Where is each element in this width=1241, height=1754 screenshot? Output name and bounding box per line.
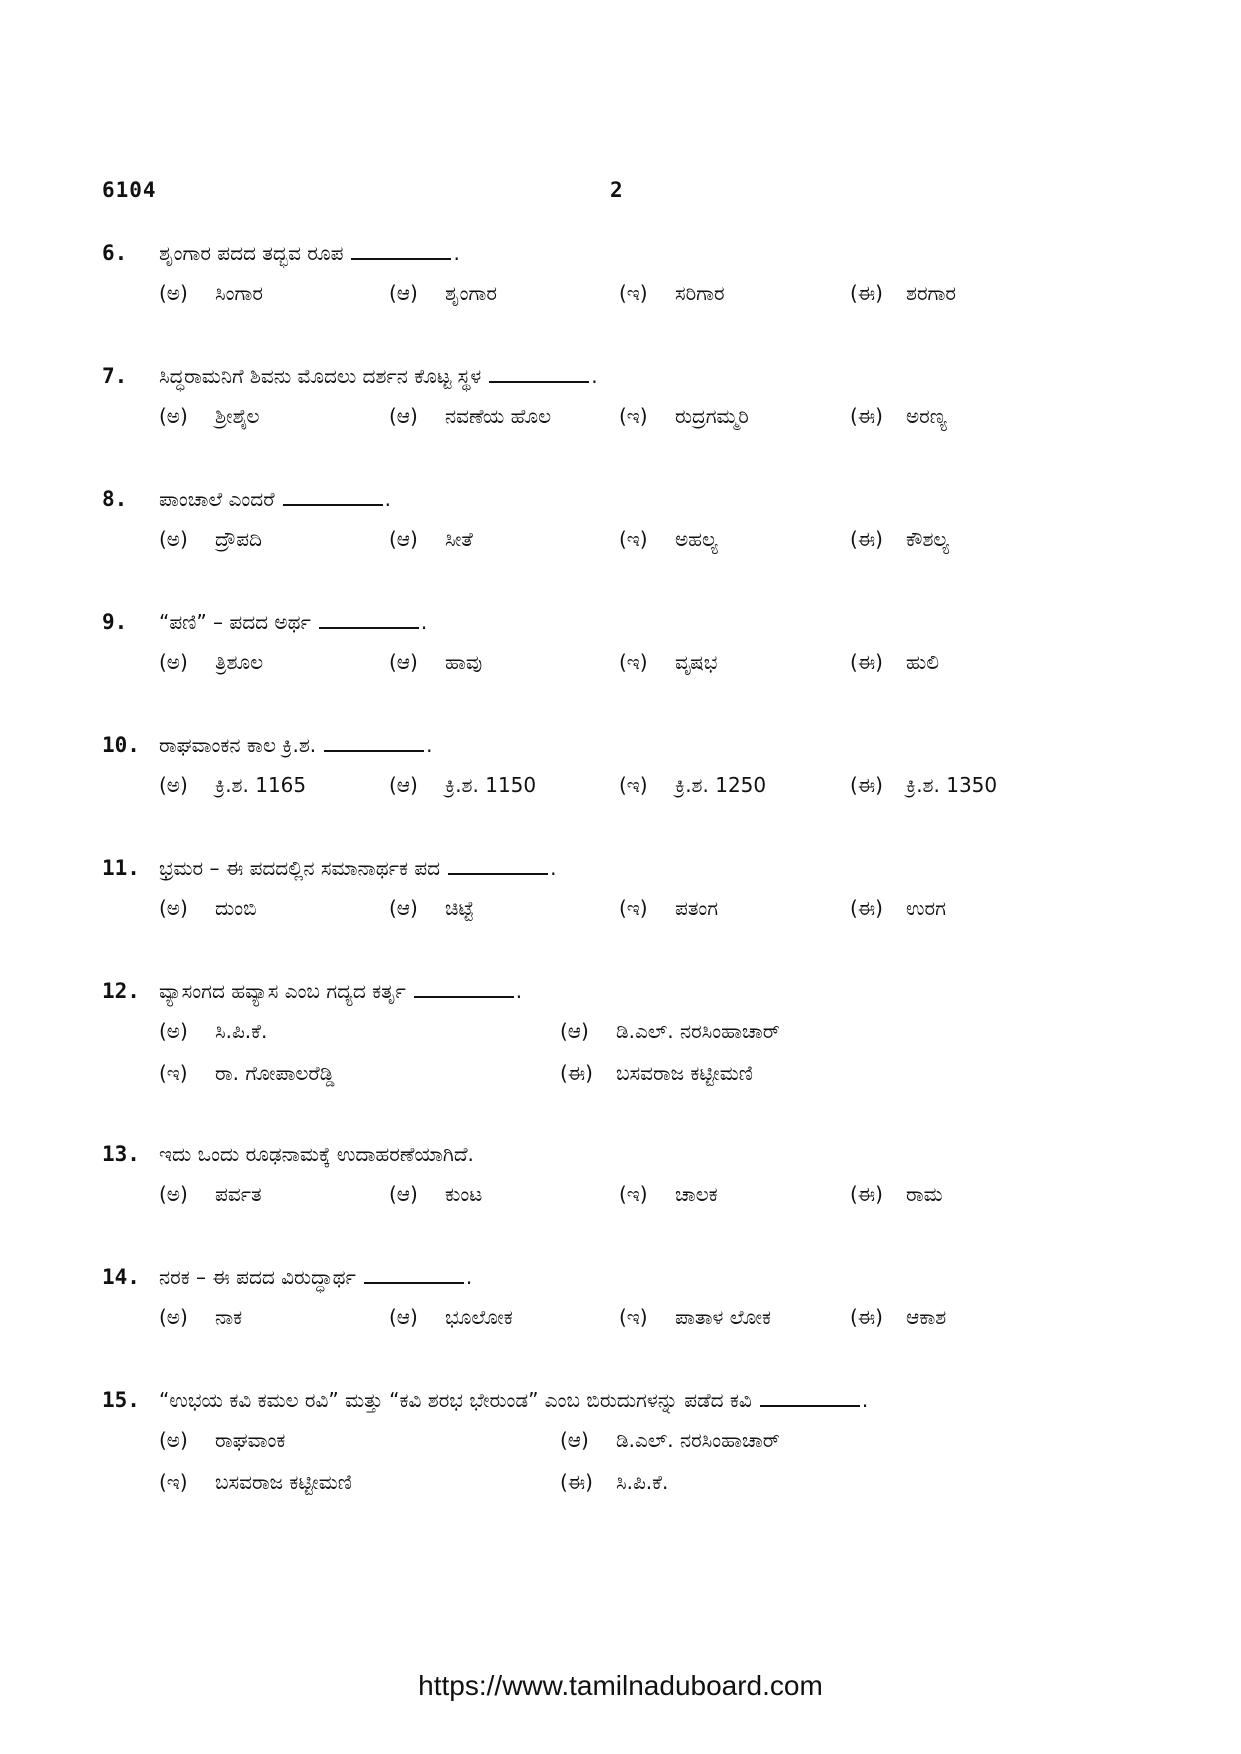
question-number: 10. xyxy=(102,733,140,757)
question-10 xyxy=(102,732,1142,855)
answer-blank xyxy=(351,240,451,260)
page-header xyxy=(0,178,1241,208)
option-d: (ಈ) ಕೌಶಲ್ಯ xyxy=(850,527,950,551)
question-text: ಶೃಂಗಾರ ಪದದ ತದ್ಭವ ರೂಪ . xyxy=(159,241,460,265)
answer-blank xyxy=(283,486,383,506)
question-number: 7. xyxy=(102,364,128,388)
answer-blank xyxy=(364,1264,464,1284)
question-number: 11. xyxy=(102,856,140,880)
option-b: (ಆ) ಸೀತೆ xyxy=(389,527,473,551)
option-b: (ಆ) ಚಿಟ್ಟೆ xyxy=(389,896,474,920)
option-a: (ಅ) ಸಿ.ಪಿ.ಕೆ. xyxy=(159,1019,268,1043)
question-6 xyxy=(102,240,1142,363)
option-c: (ಇ) ವೃಷಭ xyxy=(619,650,718,674)
question-number: 9. xyxy=(102,610,128,634)
question-text: ಪಾಂಚಾಲೆ ಎಂದರೆ . xyxy=(159,487,391,511)
option-d: (ಈ) ಕ್ರಿ.ಶ. 1350 xyxy=(850,773,998,797)
question-text: ವ್ಯಾಸಂಗದ ಹವ್ಯಾಸ ಎಂಬ ಗದ್ಯದ ಕರ್ತೃ . xyxy=(159,979,523,1003)
option-c: (ಇ) ಕ್ರಿ.ಶ. 1250 xyxy=(619,773,767,797)
options xyxy=(102,1181,1142,1221)
option-c: (ಇ) ಚಾಲಕ xyxy=(619,1182,718,1206)
option-a: (ಅ) ನಾಕ xyxy=(159,1305,243,1329)
option-b: (ಆ) ಕ್ರಿ.ಶ. 1150 xyxy=(389,773,537,797)
options xyxy=(102,280,1142,320)
options xyxy=(102,649,1142,689)
option-a: (ಅ) ರಾಘವಾಂಕ xyxy=(159,1428,286,1452)
option-d: (ಈ) ಸಿ.ಪಿ.ಕೆ. xyxy=(560,1470,669,1494)
option-c: (ಇ) ಅಹಲ್ಯ xyxy=(619,527,718,551)
option-d: (ಈ) ಬಸವರಾಜ ಕಟ್ಟೀಮಣಿ xyxy=(560,1061,753,1085)
options xyxy=(102,1304,1142,1344)
option-a: (ಅ) ಶ್ರೀಶೈಲ xyxy=(159,404,260,428)
question-13 xyxy=(102,1141,1142,1264)
option-b: (ಆ) ಶೃಂಗಾರ xyxy=(389,281,497,305)
question-number: 15. xyxy=(102,1388,140,1412)
option-d: (ಈ) ಆಕಾಶ xyxy=(850,1305,947,1329)
question-11 xyxy=(102,855,1142,978)
answer-blank xyxy=(448,855,548,875)
footer-url: https://www.tamilnaduboard.com xyxy=(418,1670,823,1701)
question-text: ನರಕ – ಈ ಪದದ ವಿರುದ್ಧಾರ್ಥ . xyxy=(159,1265,473,1289)
option-d: (ಈ) ರಾಮ xyxy=(850,1182,943,1206)
question-number: 8. xyxy=(102,487,128,511)
option-b: (ಆ) ಭೂಲೋಕ xyxy=(389,1305,513,1329)
question-text: “ಪಣಿ” – ಪದದ ಅರ್ಥ . xyxy=(159,610,428,634)
answer-blank xyxy=(324,732,424,752)
option-b: (ಆ) ಕುಂಟ xyxy=(389,1182,483,1206)
option-a: (ಅ) ಸಿಂಗಾರ xyxy=(159,281,263,305)
option-c: (ಇ) ಬಸವರಾಜ ಕಟ್ಟೀಮಣಿ xyxy=(159,1470,352,1494)
options xyxy=(102,895,1142,935)
paper-code: 6104 xyxy=(102,178,157,202)
option-d: (ಈ) ಉರಗ xyxy=(850,896,946,920)
answer-blank xyxy=(760,1387,860,1407)
page-number: 2 xyxy=(610,178,623,202)
question-list xyxy=(102,240,1142,1550)
question-text: ರಾಘವಾಂಕನ ಕಾಲ ಕ್ರಿ.ಶ. . xyxy=(159,733,433,757)
question-text: ಸಿದ್ಧರಾಮನಿಗೆ ಶಿವನು ಮೊದಲು ದರ್ಶನ ಕೊಟ್ಟ ಸ್ಥಳ . xyxy=(159,364,598,388)
option-c: (ಇ) ರಾ. ಗೋಪಾಲರೆಡ್ಡಿ xyxy=(159,1061,335,1085)
options xyxy=(102,403,1142,443)
question-9 xyxy=(102,609,1142,732)
question-12 xyxy=(102,978,1142,1141)
option-d: (ಈ) ಹುಲಿ xyxy=(850,650,939,674)
option-c: (ಇ) ಸರಿಗಾರ xyxy=(619,281,725,305)
question-number: 12. xyxy=(102,979,140,1003)
question-7 xyxy=(102,363,1142,486)
option-c: (ಇ) ಪಾತಾಳ ಲೋಕ xyxy=(619,1305,772,1329)
option-b: (ಆ) ನವಣೆಯ ಹೊಲ xyxy=(389,404,552,428)
option-b: (ಆ) ಡಿ.ಎಲ್. ನರಸಿಂಹಾಚಾರ್ xyxy=(560,1019,780,1043)
question-14 xyxy=(102,1264,1142,1387)
answer-blank xyxy=(489,363,589,383)
question-15 xyxy=(102,1387,1142,1550)
options-row-2 xyxy=(102,1469,1142,1511)
question-text: “ಉಭಯ ಕವಿ ಕಮಲ ರವಿ” ಮತ್ತು “ಕವಿ ಶರಭ ಭೇರುಂಡ” ಎಂಬ ಬಿರುದುಗಳನ್ನು ಪಡೆದ ಕವಿ . xyxy=(159,1388,869,1412)
options-row-1 xyxy=(102,1018,1142,1060)
option-a: (ಅ) ಕ್ರಿ.ಶ. 1165 xyxy=(159,773,307,797)
option-a: (ಅ) ದ್ರೌಪದಿ xyxy=(159,527,262,551)
option-a: (ಅ) ದುಂಬಿ xyxy=(159,896,257,920)
option-a: (ಅ) ತ್ರಿಶೂಲ xyxy=(159,650,264,674)
question-number: 13. xyxy=(102,1142,140,1166)
options-row-1 xyxy=(102,1427,1142,1469)
option-a: (ಅ) ಪರ್ವತ xyxy=(159,1182,262,1206)
question-number: 6. xyxy=(102,241,128,265)
options xyxy=(102,772,1142,812)
option-d: (ಈ) ಅರಣ್ಯ xyxy=(850,404,947,428)
options xyxy=(102,526,1142,566)
option-c: (ಇ) ಪತಂಗ xyxy=(619,896,719,920)
answer-blank xyxy=(319,609,419,629)
option-c: (ಇ) ರುದ್ರಗಮ್ಮರಿ xyxy=(619,404,749,428)
question-number: 14. xyxy=(102,1265,140,1289)
question-text: ಭ್ರಮರ – ಈ ಪದದಲ್ಲಿನ ಸಮಾನಾರ್ಥಕ ಪದ . xyxy=(159,856,557,880)
question-text: ಇದು ಒಂದು ರೂಢನಾಮಕ್ಕೆ ಉದಾಹರಣೆಯಾಗಿದೆ. xyxy=(159,1142,474,1166)
answer-blank xyxy=(414,978,514,998)
option-d: (ಈ) ಶರಗಾರ xyxy=(850,281,956,305)
option-b: (ಆ) ಡಿ.ಎಲ್. ನರಸಿಂಹಾಚಾರ್ xyxy=(560,1428,780,1452)
option-b: (ಆ) ಹಾವು xyxy=(389,650,483,674)
options-row-2 xyxy=(102,1060,1142,1102)
question-8 xyxy=(102,486,1142,609)
